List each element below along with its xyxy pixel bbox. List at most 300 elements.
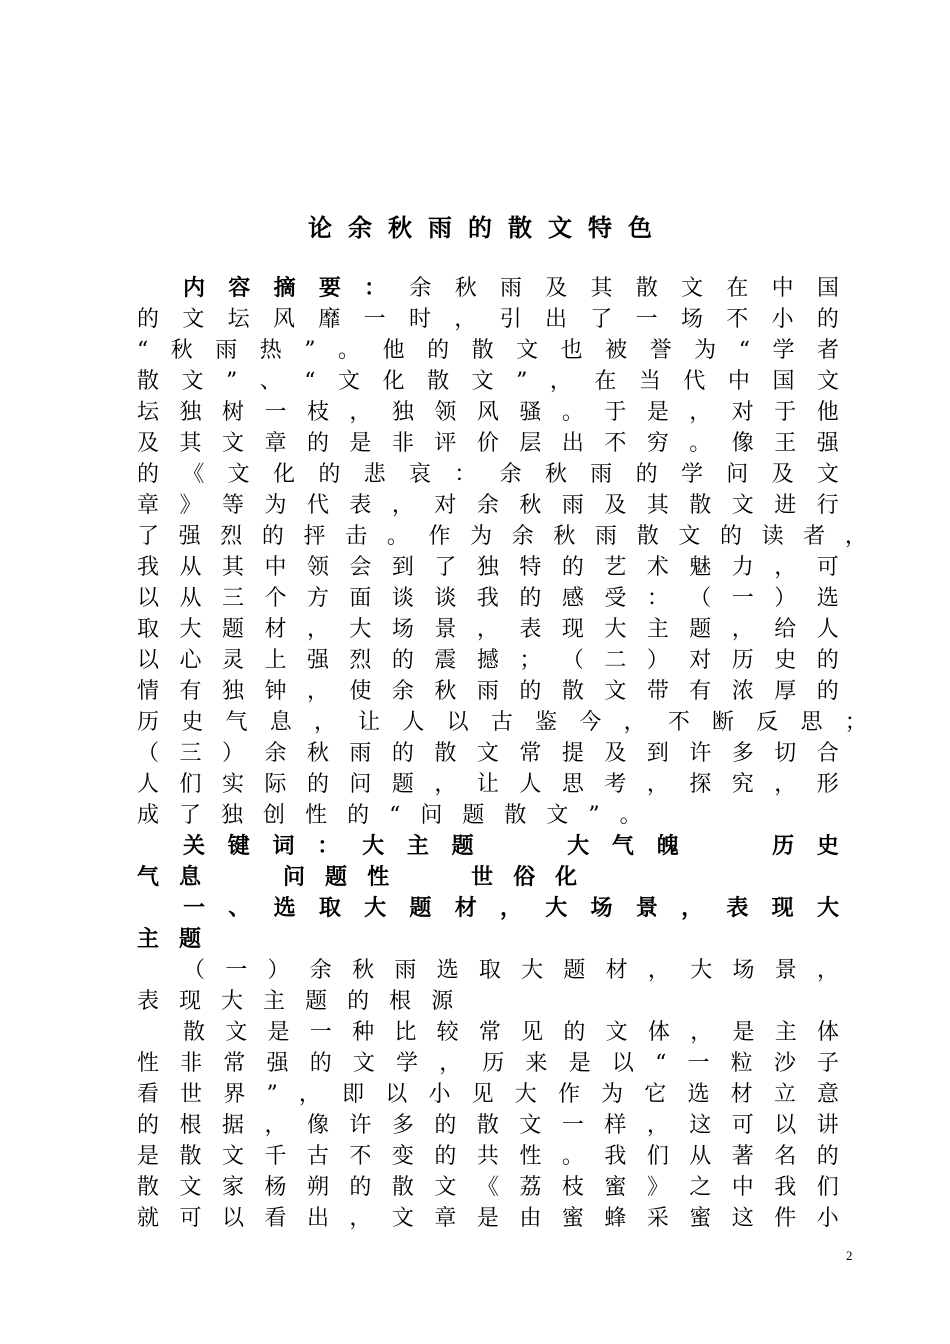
glyph: 题 <box>221 617 244 642</box>
glyph: 文 <box>605 1020 628 1045</box>
glyph: 小 <box>428 1082 451 1107</box>
glyph: 于 <box>774 400 797 425</box>
glyph: 合 <box>816 741 839 766</box>
glyph: ， <box>774 555 797 580</box>
glyph: 代 <box>306 493 329 518</box>
glyph: 秋 <box>519 493 542 518</box>
glyph: 独 <box>221 803 244 828</box>
glyph: 题 <box>179 927 202 952</box>
glyph: 题 <box>462 803 485 828</box>
glyph: 情 <box>137 679 160 704</box>
paragraph-line <box>137 1172 839 1203</box>
glyph: 粒 <box>730 1051 753 1076</box>
glyph: （ <box>183 958 206 983</box>
glyph: 会 <box>349 555 372 580</box>
glyph: 以 <box>137 648 160 673</box>
section-heading-line-2 <box>137 924 839 955</box>
abstract-line <box>137 335 839 366</box>
glyph: 选 <box>816 586 839 611</box>
glyph: 枝 <box>561 1175 584 1200</box>
glyph: 心 <box>179 648 202 673</box>
glyph: 烈 <box>220 524 243 549</box>
glyph: 非 <box>391 431 414 456</box>
glyph: 及 <box>545 276 568 301</box>
glyph: 的 <box>306 431 329 456</box>
section-heading-line-1 <box>137 893 839 924</box>
glyph: ， <box>476 617 499 642</box>
glyph: 家 <box>221 1175 244 1200</box>
glyph: 现 <box>561 617 584 642</box>
glyph: 击 <box>345 524 368 549</box>
glyph: 源 <box>431 989 454 1014</box>
glyph: 一 <box>363 307 386 332</box>
glyph: ） <box>221 741 244 766</box>
glyph: 让 <box>358 710 381 735</box>
glyph: 化 <box>382 369 405 394</box>
glyph: 中 <box>731 1175 754 1200</box>
glyph: 意 <box>816 1082 839 1107</box>
glyph: 题 <box>689 617 712 642</box>
glyph: 现 <box>179 989 202 1014</box>
glyph: 到 <box>391 555 414 580</box>
glyph: 读 <box>761 524 784 549</box>
glyph: ： <box>454 462 477 487</box>
glyph: 问 <box>349 772 372 797</box>
glyph: 学 <box>680 462 703 487</box>
glyph: 出 <box>306 1206 329 1231</box>
glyph: 独 <box>179 400 202 425</box>
glyph: 有 <box>689 679 712 704</box>
glyph: 余 <box>476 493 499 518</box>
paragraph-line <box>137 1203 839 1234</box>
glyph: ， <box>434 772 457 797</box>
glyph: 的 <box>519 679 542 704</box>
glyph: 雨 <box>476 679 499 704</box>
glyph: 的 <box>349 1175 372 1200</box>
glyph: 学 <box>396 1051 419 1076</box>
glyph: 及 <box>604 493 627 518</box>
glyph: 题 <box>391 772 414 797</box>
glyph: 一 <box>561 1113 584 1138</box>
glyph: 名 <box>774 1144 797 1169</box>
glyph: 的 <box>816 679 839 704</box>
glyph: “ <box>738 338 750 363</box>
glyph: ， <box>774 772 797 797</box>
glyph: 今 <box>579 710 602 735</box>
glyph: 一 <box>731 586 754 611</box>
glyph: 采 <box>646 1206 669 1231</box>
glyph: 。 <box>619 803 642 828</box>
glyph: 是 <box>568 1051 591 1076</box>
abstract-line <box>137 552 839 583</box>
glyph: 表 <box>349 493 372 518</box>
glyph: 散 <box>434 741 457 766</box>
glyph: 问 <box>283 865 306 890</box>
glyph: ， <box>264 1113 287 1138</box>
glyph: 多 <box>731 741 754 766</box>
glyph: 古 <box>490 710 513 735</box>
glyph: 带 <box>646 679 669 704</box>
glyph: ： <box>646 586 669 611</box>
glyph: 强 <box>816 431 839 456</box>
glyph: 方 <box>306 586 329 611</box>
glyph: 于 <box>604 400 627 425</box>
glyph: 的 <box>347 989 370 1014</box>
glyph: 主 <box>646 617 669 642</box>
glyph: 文 <box>731 493 754 518</box>
glyph: 文 <box>471 369 494 394</box>
glyph: 的 <box>391 648 414 673</box>
abstract-line <box>137 738 839 769</box>
glyph: ， <box>349 400 372 425</box>
glyph: 有 <box>179 679 202 704</box>
glyph: 史 <box>774 648 797 673</box>
glyph: 时 <box>408 307 431 332</box>
glyph: 的 <box>434 1113 457 1138</box>
glyph: 题 <box>563 958 586 983</box>
glyph: 抨 <box>303 524 326 549</box>
glyph: 的 <box>816 307 839 332</box>
glyph: 风 <box>476 400 499 425</box>
abstract-line <box>137 769 839 800</box>
glyph: 场 <box>590 896 613 921</box>
glyph: 对 <box>689 648 712 673</box>
glyph: 常 <box>478 1020 501 1045</box>
glyph: 震 <box>434 648 457 673</box>
glyph: 二 <box>604 648 627 673</box>
glyph: 感 <box>561 586 584 611</box>
glyph: ， <box>454 307 477 332</box>
glyph: 评 <box>434 431 457 456</box>
abstract-line <box>137 614 839 645</box>
glyph: 他 <box>382 338 405 363</box>
glyph: 中 <box>727 369 750 394</box>
glyph: 三 <box>179 741 202 766</box>
glyph: 浓 <box>731 679 754 704</box>
glyph: 子 <box>816 1051 839 1076</box>
glyph: 场 <box>680 307 703 332</box>
glyph: 常 <box>223 1051 246 1076</box>
glyph: 表 <box>519 617 542 642</box>
glyph: 种 <box>352 1020 375 1045</box>
glyph: 秋 <box>352 958 375 983</box>
glyph: 历 <box>772 834 795 859</box>
abstract-line <box>137 490 839 521</box>
glyph: 一 <box>635 307 658 332</box>
glyph: 魅 <box>689 555 712 580</box>
glyph: 根 <box>389 989 412 1014</box>
glyph: 以 <box>611 1051 634 1076</box>
glyph: 性 <box>519 1144 542 1169</box>
glyph: 、 <box>259 369 282 394</box>
glyph: 其 <box>646 493 669 518</box>
glyph: 灵 <box>221 648 244 673</box>
glyph: 文 <box>519 1113 542 1138</box>
glyph: 材 <box>454 896 477 921</box>
glyph: 大 <box>514 1082 537 1107</box>
glyph: 散 <box>476 1113 499 1138</box>
glyph: 领 <box>306 555 329 580</box>
glyph: （ <box>137 741 160 766</box>
glyph: 也 <box>560 338 583 363</box>
glyph: 他 <box>816 400 839 425</box>
glyph: 散 <box>689 493 712 518</box>
glyph: 、 <box>228 896 251 921</box>
glyph: 件 <box>774 1206 797 1231</box>
glyph: 文 <box>227 462 250 487</box>
glyph: ， <box>623 710 646 735</box>
glyph: 问 <box>420 803 443 828</box>
glyph: 文 <box>816 462 839 487</box>
glyph: 题 <box>409 896 432 921</box>
glyph: 景 <box>434 617 457 642</box>
glyph: 是 <box>732 1020 755 1045</box>
glyph: 面 <box>349 586 372 611</box>
glyph: 行 <box>816 493 839 518</box>
glyph: 大 <box>545 896 568 921</box>
glyph: 章 <box>434 1206 457 1231</box>
glyph: 要 <box>318 276 341 301</box>
glyph: 选 <box>436 958 459 983</box>
glyph: 从 <box>689 1144 712 1169</box>
glyph: ， <box>816 958 839 983</box>
glyph: 场 <box>732 958 755 983</box>
glyph: 余 <box>264 741 287 766</box>
abstract-line <box>137 707 867 738</box>
glyph: 古 <box>306 1144 329 1169</box>
glyph: 一 <box>264 400 287 425</box>
glyph: 个 <box>264 586 287 611</box>
glyph: 雨 <box>590 462 613 487</box>
glyph: 章 <box>137 493 160 518</box>
glyph: 根 <box>179 1113 202 1138</box>
glyph: 讲 <box>816 1113 839 1138</box>
glyph: 的 <box>137 462 160 487</box>
glyph: 散 <box>391 1175 414 1200</box>
glyph: 受 <box>604 586 627 611</box>
glyph: 余 <box>409 276 432 301</box>
glyph: 其 <box>179 431 202 456</box>
glyph: 强 <box>178 524 201 549</box>
glyph: 取 <box>478 958 501 983</box>
glyph: ； <box>519 648 542 673</box>
glyph: 树 <box>221 400 244 425</box>
glyph: 余 <box>499 462 522 487</box>
glyph: 化 <box>555 865 578 890</box>
glyph: 它 <box>644 1082 667 1107</box>
glyph: 坛 <box>227 307 250 332</box>
glyph: 世 <box>180 1082 203 1107</box>
glyph: 秋 <box>170 338 193 363</box>
glyph: 散 <box>427 369 450 394</box>
glyph: ， <box>689 400 712 425</box>
glyph: 蜜 <box>604 1175 627 1200</box>
glyph: 大 <box>690 958 713 983</box>
glyph: 及 <box>137 431 160 456</box>
glyph: 探 <box>689 772 712 797</box>
glyph: 学 <box>772 338 795 363</box>
glyph: 提 <box>561 741 584 766</box>
glyph: 雨 <box>394 958 417 983</box>
glyph: 性 <box>305 803 328 828</box>
glyph: 一 <box>309 1020 332 1045</box>
glyph: 题 <box>451 834 474 859</box>
glyph: “ <box>389 803 401 828</box>
glyph: ， <box>349 1206 372 1231</box>
glyph: 文 <box>352 1051 375 1076</box>
glyph: 切 <box>774 741 797 766</box>
glyph: “ <box>304 369 316 394</box>
glyph: 大 <box>221 989 244 1014</box>
glyph: ， <box>646 1113 669 1138</box>
glyph: 文 <box>681 276 704 301</box>
glyph: 是 <box>349 431 372 456</box>
abstract <box>137 273 867 831</box>
glyph: 余 <box>511 524 534 549</box>
glyph: 据 <box>221 1113 244 1138</box>
glyph: ， <box>499 896 522 921</box>
glyph: 雨 <box>595 524 618 549</box>
glyph: 题 <box>325 865 348 890</box>
glyph: 的 <box>137 1113 160 1138</box>
glyph: 作 <box>428 524 451 549</box>
glyph: 余 <box>391 679 414 704</box>
glyph: ， <box>690 1020 713 1045</box>
glyph: 在 <box>594 369 617 394</box>
glyph: 到 <box>646 741 669 766</box>
glyph: 表 <box>137 989 160 1014</box>
glyph: 常 <box>519 741 542 766</box>
glyph: 从 <box>179 586 202 611</box>
glyph: 景 <box>774 958 797 983</box>
glyph: ” <box>266 1082 278 1107</box>
glyph: 大 <box>179 617 202 642</box>
glyph: 究 <box>731 772 754 797</box>
glyph: 者 <box>803 524 826 549</box>
glyph: 小 <box>816 1206 839 1231</box>
glyph: 强 <box>266 1051 289 1076</box>
glyph: 了 <box>179 803 202 828</box>
glyph: 题 <box>305 989 328 1014</box>
glyph: 反 <box>756 710 779 735</box>
glyph: 大 <box>816 896 839 921</box>
glyph: 较 <box>436 1020 459 1045</box>
glyph: 一 <box>183 896 206 921</box>
glyph: 界 <box>223 1082 246 1107</box>
glyph: 体 <box>816 1020 839 1045</box>
glyph: 散 <box>636 524 659 549</box>
glyph: 。 <box>338 338 361 363</box>
glyph: 散 <box>179 1144 202 1169</box>
glyph: 成 <box>137 803 160 828</box>
subsection-heading-line-2 <box>137 986 839 1017</box>
glyph: 文 <box>221 1144 244 1169</box>
glyph: 许 <box>689 741 712 766</box>
glyph: 即 <box>342 1082 365 1107</box>
glyph: ， <box>306 679 329 704</box>
glyph: 文 <box>338 369 361 394</box>
glyph: 不 <box>726 307 749 332</box>
glyph: 文 <box>179 1175 202 1200</box>
glyph: 以 <box>774 1113 797 1138</box>
abstract-line <box>137 304 839 335</box>
glyph: 性 <box>137 1051 160 1076</box>
glyph: 是 <box>137 1144 160 1169</box>
glyph: 特 <box>519 555 542 580</box>
glyph: ” <box>304 338 316 363</box>
glyph: 。 <box>386 524 409 549</box>
glyph: 可 <box>816 555 839 580</box>
glyph: 国 <box>772 369 795 394</box>
glyph: 对 <box>434 493 457 518</box>
glyph: 考 <box>604 772 627 797</box>
glyph: 的 <box>519 586 542 611</box>
glyph: 强 <box>306 648 329 673</box>
glyph: 不 <box>604 431 627 456</box>
glyph: 雨 <box>561 493 584 518</box>
glyph: 了 <box>434 555 457 580</box>
glyph: 世 <box>471 865 494 890</box>
glyph: ， <box>646 772 669 797</box>
glyph: 大 <box>567 834 590 859</box>
glyph: 我 <box>137 555 160 580</box>
glyph: 我 <box>476 586 499 611</box>
glyph: 的 <box>563 1020 586 1045</box>
glyph: ） <box>646 648 669 673</box>
glyph: 艺 <box>604 555 627 580</box>
glyph: 使 <box>349 679 372 704</box>
glyph: 章 <box>264 431 287 456</box>
glyph: 沙 <box>773 1051 796 1076</box>
abstract-line <box>137 521 867 552</box>
glyph: 《 <box>476 1175 499 1200</box>
glyph: 问 <box>726 462 749 487</box>
glyph: 其 <box>221 555 244 580</box>
glyph: 蜜 <box>561 1206 584 1231</box>
glyph: 誉 <box>649 338 672 363</box>
glyph: 散 <box>561 679 584 704</box>
glyph: ） <box>267 958 290 983</box>
glyph: 我 <box>774 1175 797 1200</box>
glyph: 看 <box>264 1206 287 1231</box>
glyph: 这 <box>731 1206 754 1231</box>
glyph: 等 <box>221 493 244 518</box>
glyph: 文 <box>225 1020 248 1045</box>
glyph: 摘 <box>273 276 296 301</box>
glyph: 为 <box>470 524 493 549</box>
glyph: 雨 <box>499 276 522 301</box>
abstract-line <box>137 583 839 614</box>
glyph: 的 <box>318 462 341 487</box>
glyph: 主 <box>774 1020 797 1045</box>
glyph: 哀 <box>408 462 431 487</box>
glyph: 史 <box>816 834 839 859</box>
glyph: 余 <box>309 958 332 983</box>
paragraph-line <box>137 1110 839 1141</box>
glyph: 热 <box>259 338 282 363</box>
glyph: 气 <box>225 710 248 735</box>
glyph: 了 <box>137 524 160 549</box>
glyph: 国 <box>816 276 839 301</box>
glyph: 在 <box>726 276 749 301</box>
glyph: ， <box>681 896 704 921</box>
glyph: 秋 <box>544 462 567 487</box>
glyph: 中 <box>264 555 287 580</box>
glyph: 千 <box>264 1144 287 1169</box>
glyph: 骚 <box>519 400 542 425</box>
glyph: 思 <box>800 710 823 735</box>
glyph: ， <box>844 524 867 549</box>
